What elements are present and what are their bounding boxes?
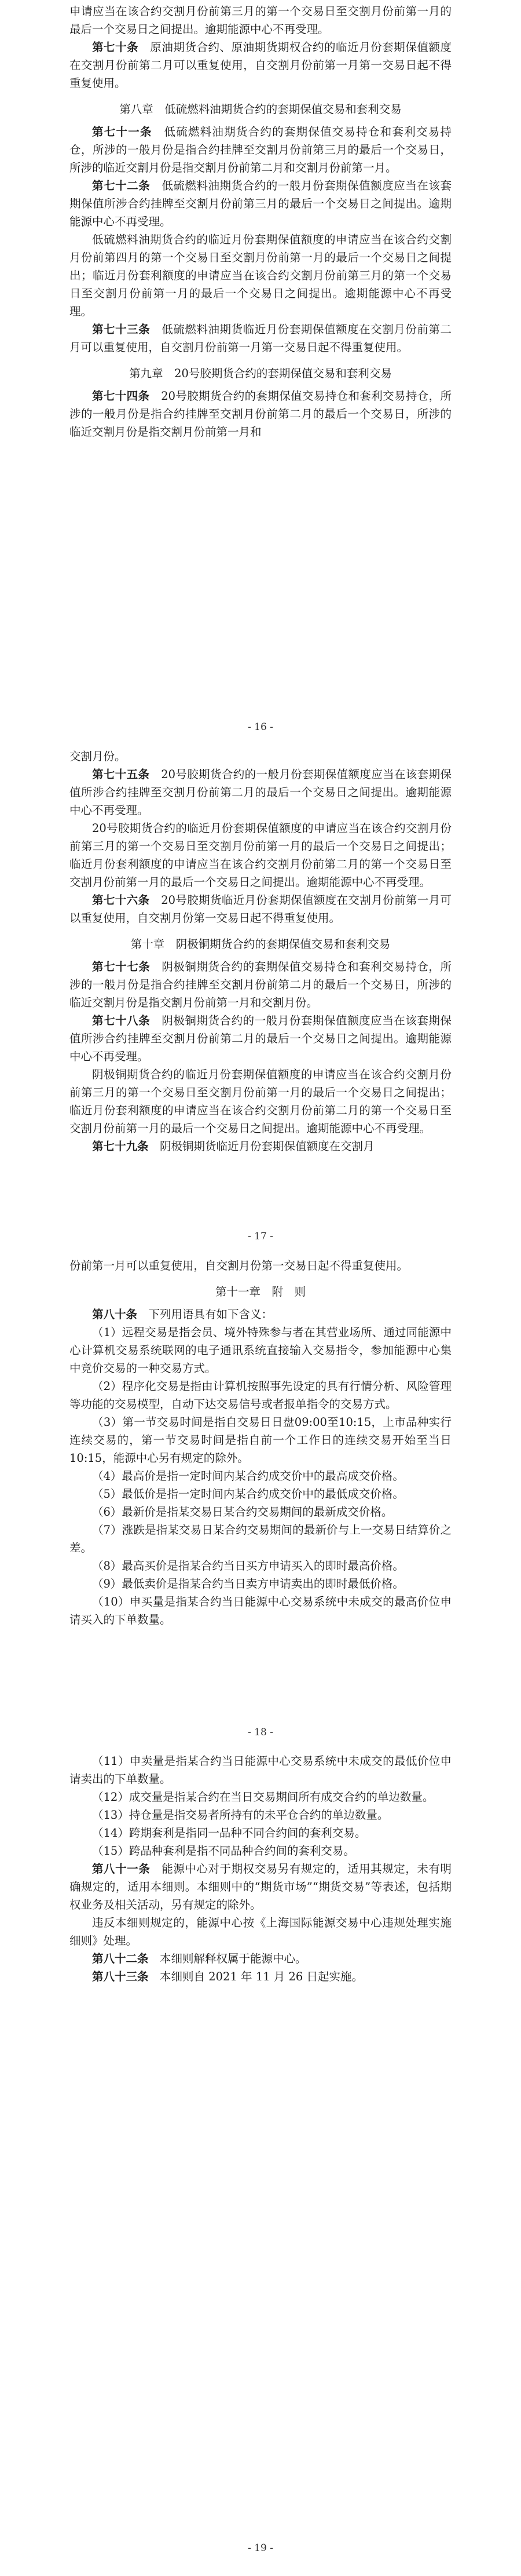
paragraph-text: 原油期货合约、原油期货期权合约的临近月份套期保值额度在交割月份前第二月可以重复使用，自交割月份前第一月第一交易日起不得重复使用。 [69, 41, 452, 90]
paragraph-text: 阴极铜期货临近月份套期保值额度在交割月 [160, 1140, 375, 1153]
article-paragraph [69, 320, 452, 356]
paragraph-text: 20号胶期货临近月份套期保值额度在交割月份前第一月可以重复使用，自交割月份第一交易日起不得重复使用。 [69, 893, 452, 925]
paragraph [69, 1467, 452, 1485]
paragraph-text: 本细则解释权属于能源中心。 [160, 1952, 307, 1965]
article-number: 第八十条 [92, 1308, 138, 1321]
article-number: 第八十二条 [92, 1952, 149, 1965]
paragraph-text: （2）程序化交易是指由计算机按照事先设定的具有行情分析、风险管理等功能的交易模型，自动下达交易信号或者报单指令的交易方式。 [69, 1380, 452, 1411]
article-paragraph [69, 1860, 452, 1914]
paragraph [69, 231, 452, 320]
article-paragraph [69, 177, 452, 231]
paragraph-text: （13）持仓量是指交易者所持有的未平仓合约的单边数量。 [92, 1808, 389, 1822]
paragraph-text: 下列用语具有如下含义： [148, 1308, 273, 1321]
chapter-heading: 第九章 20号胶期货合约的套期保值交易和套利交易 [129, 367, 392, 380]
paragraph-text: 份前第一月可以重复使用，自交割月份第一交易日起不得重复使用。 [69, 1259, 409, 1272]
paragraph [69, 747, 452, 765]
paragraph-text: （7）涨跌是指某交易日某合约交易期间的最新价与上一交易日结算价之差。 [69, 1523, 452, 1555]
article-number: 第七十一条 [92, 125, 152, 138]
paragraph [69, 1842, 452, 1860]
paragraph-text: 20号胶期货合约的套期保值交易持仓和套利交易持仓，所涉的一般月份是指合约挂牌至交割月份前第二月的最后一个交易日，所涉的临近交割月份是指交割月份前第一月和 [69, 389, 452, 439]
article-number: 第七十二条 [92, 179, 151, 192]
paragraph-text: （15）跨品种套利是指不同品种合约间的套利交易。 [92, 1844, 355, 1858]
article-number: 第七十九条 [92, 1140, 149, 1153]
paragraph [69, 1503, 452, 1521]
paragraph [69, 1521, 452, 1557]
paragraph [69, 1824, 452, 1842]
paragraph [69, 1485, 452, 1503]
article-paragraph [69, 387, 452, 441]
paragraph [69, 1914, 452, 1950]
article-number: 第七十六条 [92, 893, 150, 907]
paragraph-text: 低硫燃料油期货合约的一般月份套期保值额度应当在该套期保值所涉合约挂牌至交割月份前第三月的最后一个交易日之间提出。逾期能源中心不再受理。 [69, 179, 452, 228]
paragraph-text: （6）最新价是指某交易日某合约交易期间的最新成交价格。 [92, 1505, 393, 1519]
paragraph [69, 1806, 452, 1824]
paragraph-text: （9）最低卖价是指某合约当日卖方申请卖出的即时最低价格。 [92, 1577, 404, 1590]
paragraph-text: 20号胶期货合约的临近月份套期保值额度的申请应当在该合约交割月份前第三月的第一个交易日至交割月份前第一月的最后一个交易日之间提出；临近月份套利额度的申请应当在该合约交割月份前第二月的第一个交易日至交割月份前第一月的最后一个交易日之间提出。逾期能源中心不再受理。 [69, 822, 452, 889]
article-number: 第七十七条 [92, 960, 151, 973]
article-number: 第七十五条 [92, 768, 150, 781]
paragraph [69, 2, 452, 38]
article-paragraph [69, 123, 452, 177]
article-paragraph [69, 1305, 452, 1323]
paragraph [69, 1066, 452, 1137]
article-number: 第七十三条 [92, 323, 151, 336]
article-paragraph [69, 765, 452, 819]
paragraph-text: （5）最低价是指一定时间内某合约成交价中的最低成交价格。 [92, 1487, 404, 1501]
paragraph-text: 20号胶期货合约的一般月份套期保值额度应当在该套期保值所涉合约挂牌至交割月份前第二月的最后一个交易日之间提出。逾期能源中心不再受理。 [69, 768, 452, 817]
paragraph-text: 申请应当在该合约交割月份前第三月的第一个交易日至交割月份前第一月的最后一个交易日之间提出。逾期能源中心不再受理。 [69, 5, 452, 36]
paragraph [69, 1377, 452, 1413]
paragraph-text: 低硫燃料油期货合约的套期保值交易持仓和套利交易持仓，所涉的一般月份是指合约挂牌至交割月份前第三月的最后一个交易日，所涉的临近交割月份是指交割月份前第二月和交割月份前第一月。 [69, 125, 452, 174]
paragraph-text: 阴极铜期货合约的临近月份套期保值额度的申请应当在该合约交割月份前第三月的第一个交易日至交割月份前第一月的最后一个交易日之间提出；临近月份套利额度的申请应当在该合约交割月份前第二月的第一个交易日至交割月份前第一月的最后一个交易日之间提出。逾期能源中心不再受理。 [69, 1068, 452, 1135]
page-3-text [69, 1257, 452, 1629]
article-number: 第八十一条 [92, 1862, 151, 1876]
paragraph [69, 1593, 452, 1629]
paragraph-text: （8）最高买价是指某合约当日买方申请买入的即时最高价格。 [92, 1559, 404, 1572]
article-number: 第八十三条 [92, 1970, 149, 1983]
paragraph [69, 1788, 452, 1806]
article-paragraph [69, 891, 452, 927]
paragraph-text: （11）申卖量是指某合约当日能源中心交易系统中未成交的最低价位申请卖出的下单数量。 [69, 1754, 452, 1786]
article-number: 第七十四条 [92, 389, 150, 403]
page-number: - 18 - [248, 1727, 273, 1738]
chapter-heading: 第十一章 附 则 [215, 1285, 306, 1298]
article-paragraph [69, 38, 452, 92]
paragraph [69, 819, 452, 891]
paragraph [69, 1323, 452, 1377]
page-number: - 17 - [248, 1231, 273, 1242]
article-paragraph [69, 1950, 452, 1968]
chapter-heading: 第八章 低硫燃料油期货合约的套期保值交易和套利交易 [119, 103, 402, 116]
paragraph [69, 1752, 452, 1788]
paragraph [69, 1575, 452, 1593]
paragraph-text: 本细则自 2021 年 11 月 26 日起实施。 [160, 1970, 363, 1983]
article-paragraph [69, 1968, 452, 1986]
page-1-text [69, 2, 452, 441]
article-number: 第七十条 [92, 41, 139, 54]
article-paragraph [69, 958, 452, 1012]
paragraph-text: （1）远程交易是指会员、境外特殊参与者在其营业场所、通过同能源中心计算机交易系统联网的电子通讯系统直接输入交易指令，参加能源中心集中竞价交易的一种交易方式。 [69, 1326, 452, 1375]
paragraph-text: 低硫燃料油期货临近月份套期保值额度在交割月份前第二月可以重复使用，自交割月份前第一月第一交易日起不得重复使用。 [69, 323, 452, 354]
paragraph-text: （3）第一节交易时间是指自交易日日盘09:00至10:15，上市品种实行连续交易的，第一节交易时间是指自前一个工作日的连续交易开始至当日10:15，能源中心另有规定的除外。 [69, 1415, 452, 1465]
paragraph [69, 1557, 452, 1575]
article-paragraph [69, 1012, 452, 1066]
paragraph-text: （4）最高价是指一定时间内某合约成交价中的最高成交价格。 [92, 1469, 404, 1483]
paragraph-text: 交割月份。 [69, 750, 126, 763]
page-number: - 19 - [248, 2542, 273, 2554]
paragraph [69, 1413, 452, 1467]
paragraph-text: 违反本细则规定的，能源中心按《上海国际能源交易中心违规处理实施细则》处理。 [69, 1916, 452, 1947]
page-number: - 16 - [248, 721, 273, 733]
paragraph-text: 阴极铜期货合约的套期保值交易持仓和套利交易持仓，所涉的一般月份是指合约挂牌至交割月份前第二月的最后一个交易日，所涉的临近交割月份是指交割月份前第一月和交割月份。 [69, 960, 452, 1009]
paragraph [69, 1257, 452, 1275]
page-4-text [69, 1752, 452, 1986]
chapter-heading: 第十章 阴极铜期货合约的套期保值交易和套利交易 [130, 937, 391, 951]
paragraph-text: 阴极铜期货合约的一般月份套期保值额度应当在该套期保值所涉合约挂牌至交割月份前第二月的最后一个交易日之间提出。逾期能源中心不再受理。 [69, 1014, 452, 1063]
paragraph-text: （10）申买量是指某合约当日能源中心交易系统中未成交的最高价位申请买入的下单数量。 [69, 1595, 452, 1626]
paragraph-text: 低硫燃料油期货合约的临近月份套期保值额度的申请应当在该合约交割月份前第四月的第一个交易日至交割月份前第一月的最后一个交易日之间提出；临近月份套利额度的申请应当在该合约交割月份前第三月的第一个交易日至交割月份前第一月的最后一个交易日之间提出。逾期能源中心不再受理。 [69, 233, 452, 318]
article-number: 第七十八条 [92, 1014, 151, 1027]
article-paragraph [69, 1137, 452, 1155]
paragraph-text: （14）跨期套利是指同一品种不同合约间的套利交易。 [92, 1826, 366, 1840]
paragraph-text: 能源中心对于期权交易另有规定的，适用其规定，未有明确规定的，适用本细则。本细则中的“期货市场”“期货交易”等表述，包括期权业务及相关活动，另有规定的除外。 [69, 1862, 452, 1911]
paragraph-text: （12）成交量是指某合约在当日交易期间所有成交合约的单边数量。 [92, 1790, 434, 1804]
page-2-text [69, 747, 452, 1155]
